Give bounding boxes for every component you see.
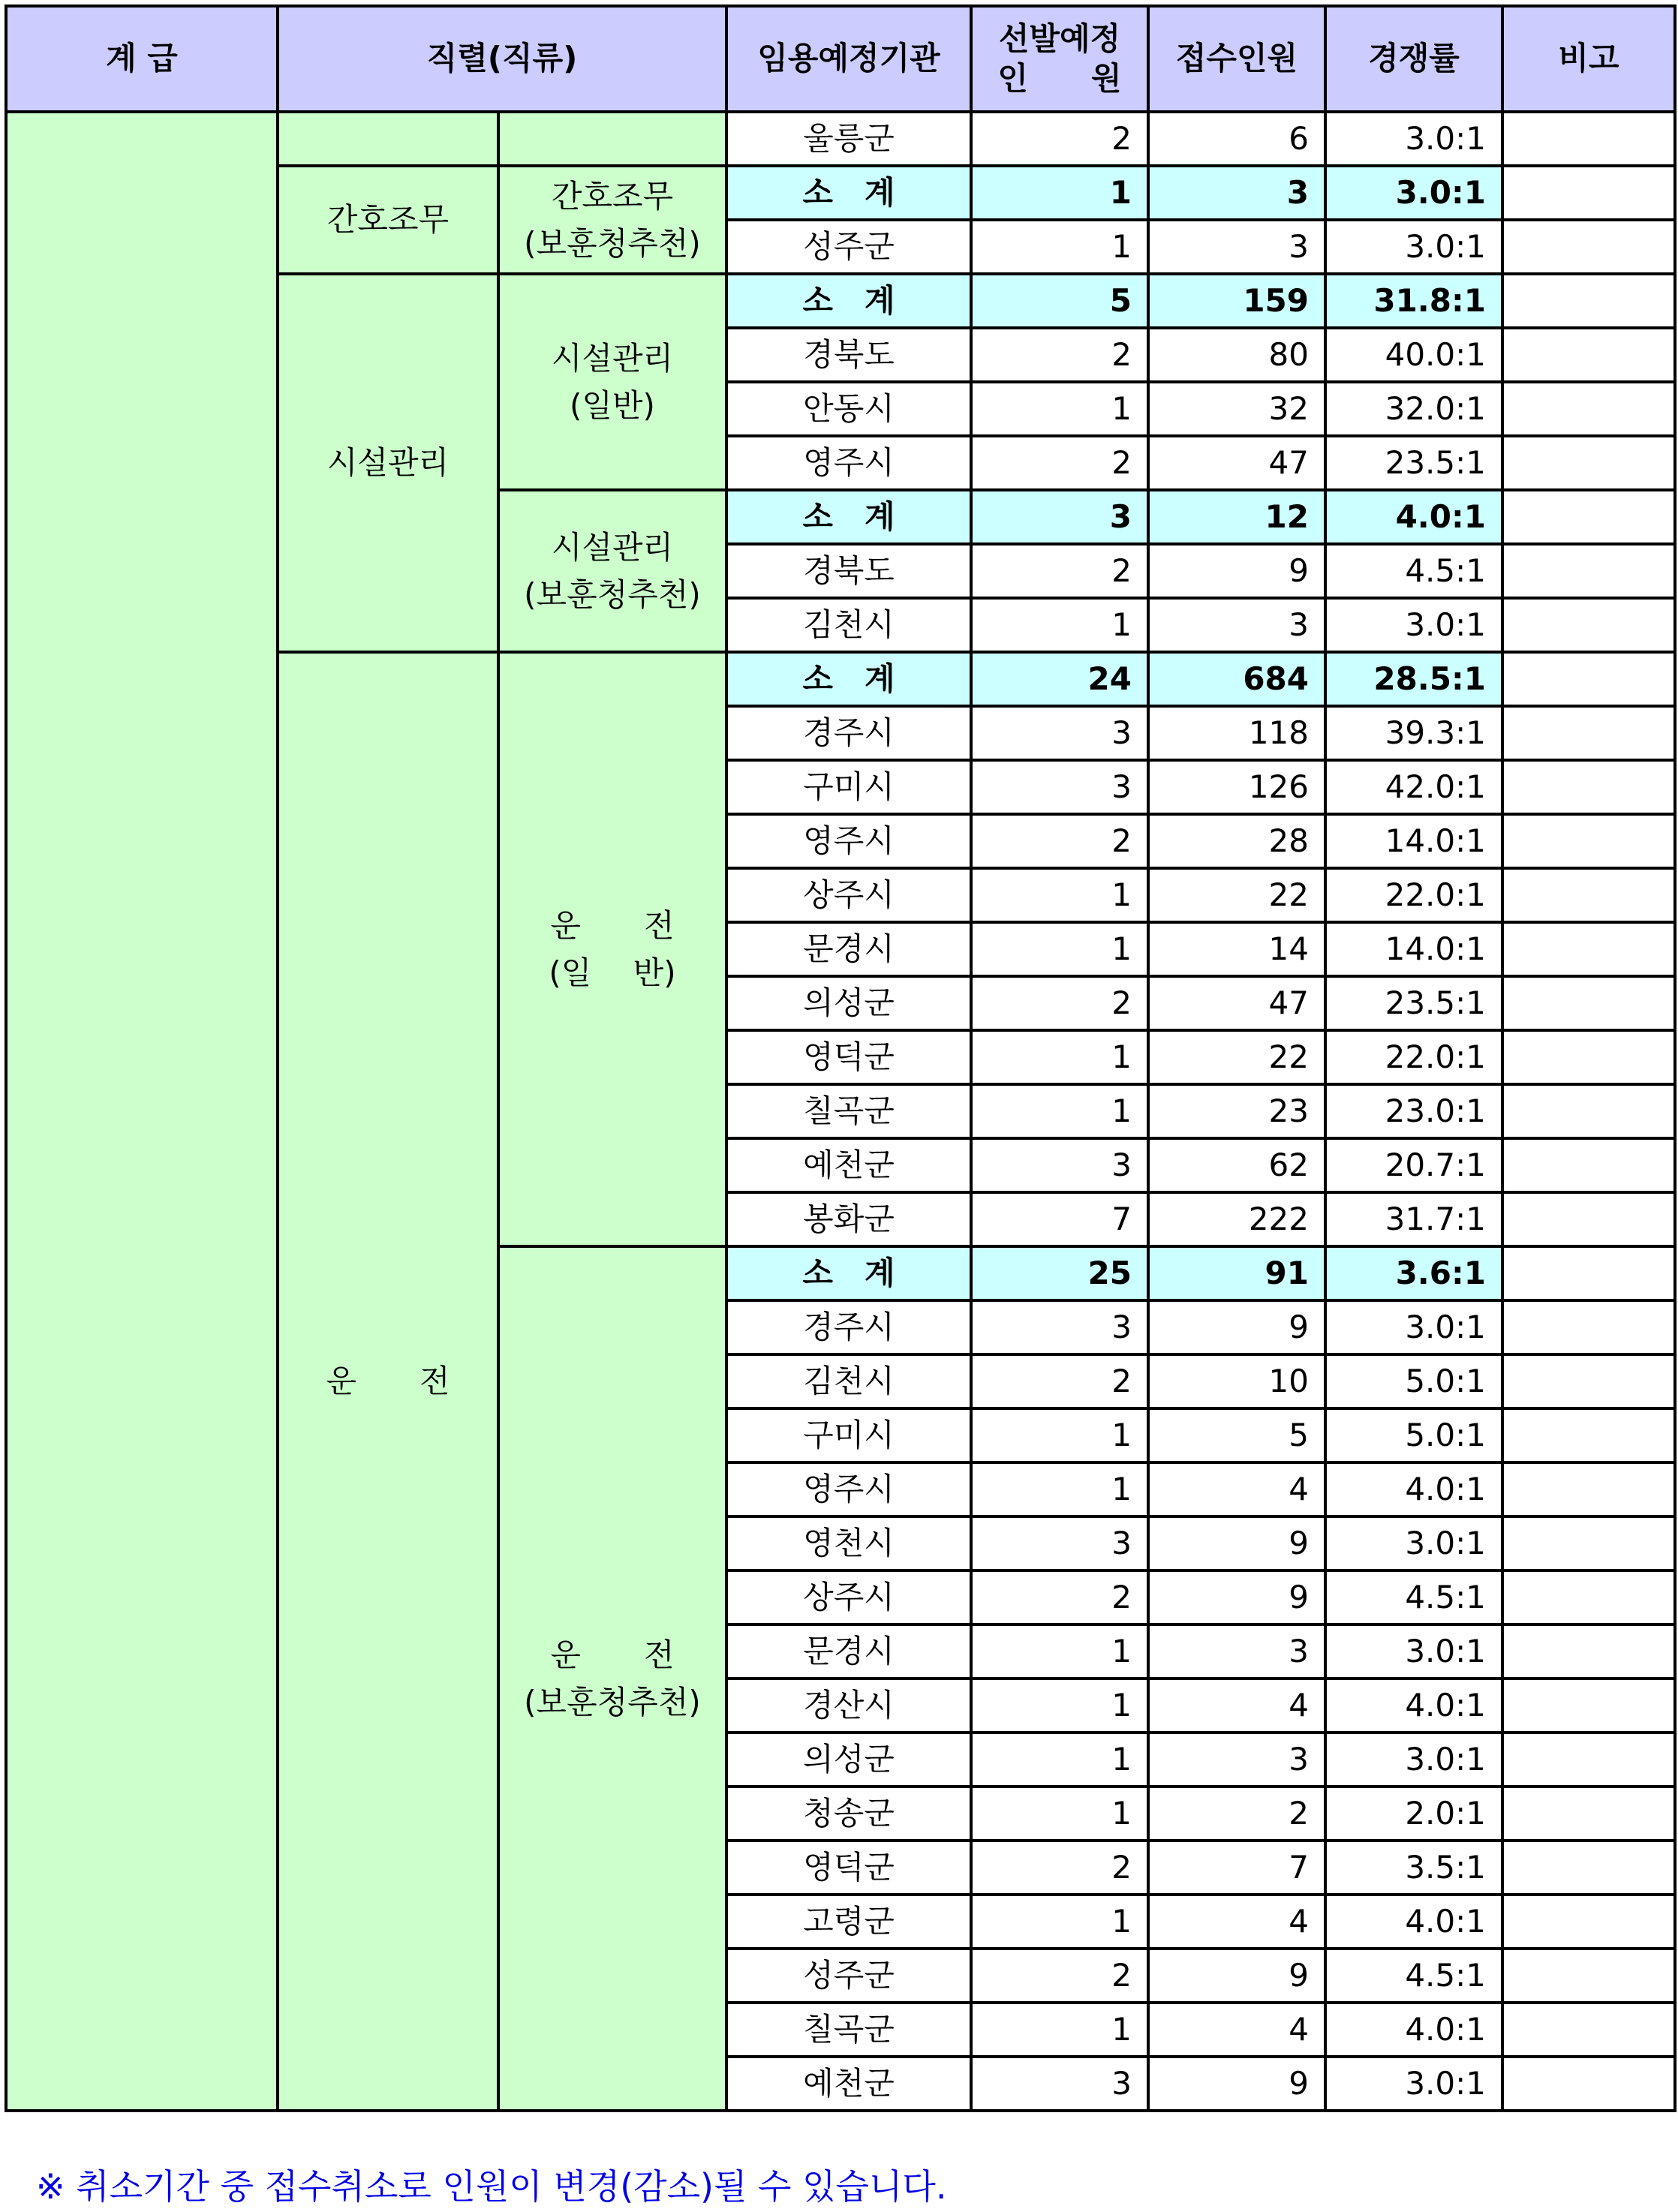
remark-cell <box>1502 706 1675 760</box>
selection-cell: 1 <box>971 1733 1148 1787</box>
remark-cell <box>1502 598 1675 652</box>
selection-cell: 3 <box>971 1138 1148 1192</box>
subseries-driving-veteran <box>498 1246 726 2111</box>
applicants-cell: 9 <box>1148 1570 1325 1624</box>
subseries-line1: 시설관리 <box>551 340 674 377</box>
org-cell: 영덕군 <box>726 1841 971 1895</box>
selection-cell: 2 <box>971 436 1148 490</box>
selection-cell: 1 <box>971 1030 1148 1084</box>
selection-cell: 3 <box>971 490 1148 544</box>
recruitment-table-wrapper <box>5 5 1676 2112</box>
org-cell: 영덕군 <box>726 1030 971 1084</box>
ratio-cell: 3.5:1 <box>1325 1841 1502 1895</box>
selection-cell: 7 <box>971 1192 1148 1246</box>
org-cell: 칠곡군 <box>726 1084 971 1138</box>
selection-cell: 5 <box>971 274 1148 328</box>
subseries-facility-general <box>498 274 726 490</box>
ratio-cell: 3.0:1 <box>1325 1733 1502 1787</box>
remark-cell <box>1502 1516 1675 1570</box>
remark-cell <box>1502 1787 1675 1841</box>
ratio-cell: 14.0:1 <box>1325 814 1502 868</box>
applicants-cell: 32 <box>1148 382 1325 436</box>
applicants-cell: 118 <box>1148 706 1325 760</box>
remark-cell <box>1502 1624 1675 1679</box>
remark-cell <box>1502 760 1675 814</box>
remark-cell <box>1502 2057 1675 2111</box>
remark-cell <box>1502 382 1675 436</box>
org-cell: 예천군 <box>726 2057 971 2111</box>
selection-cell: 1 <box>971 382 1148 436</box>
selection-cell: 1 <box>971 1408 1148 1462</box>
ratio-cell: 20.7:1 <box>1325 1138 1502 1192</box>
remark-cell <box>1502 490 1675 544</box>
grade-cell <box>6 112 278 2111</box>
org-cell: 경주시 <box>726 1300 971 1354</box>
remark-cell <box>1502 112 1675 166</box>
org-cell: 의성군 <box>726 1733 971 1787</box>
org-cell: 소 계 <box>726 652 971 706</box>
org-cell: 김천시 <box>726 598 971 652</box>
applicants-cell: 91 <box>1148 1246 1325 1300</box>
header-selection-line2: 인 원 <box>997 59 1122 97</box>
applicants-cell: 47 <box>1148 436 1325 490</box>
remark-cell <box>1502 1030 1675 1084</box>
applicants-cell: 159 <box>1148 274 1325 328</box>
applicants-cell: 684 <box>1148 652 1325 706</box>
selection-cell: 1 <box>971 598 1148 652</box>
remark-cell <box>1502 652 1675 706</box>
org-cell: 구미시 <box>726 760 971 814</box>
remark-cell <box>1502 274 1675 328</box>
selection-cell: 2 <box>971 1949 1148 2003</box>
org-cell: 안동시 <box>726 382 971 436</box>
org-cell: 문경시 <box>726 1624 971 1679</box>
ratio-cell: 3.0:1 <box>1325 220 1502 274</box>
series-facility: 시설관리 <box>278 274 498 652</box>
header-ratio: 경쟁률 <box>1325 6 1502 112</box>
ratio-cell: 3.0:1 <box>1325 1300 1502 1354</box>
org-cell: 의성군 <box>726 976 971 1030</box>
selection-cell: 1 <box>971 1624 1148 1679</box>
ratio-cell: 4.0:1 <box>1325 1462 1502 1516</box>
selection-cell: 2 <box>971 1570 1148 1624</box>
applicants-cell: 3 <box>1148 166 1325 220</box>
subseries-line1: 운 전 <box>550 907 675 944</box>
applicants-cell: 22 <box>1148 868 1325 922</box>
ratio-cell: 4.0:1 <box>1325 490 1502 544</box>
remark-cell <box>1502 922 1675 976</box>
applicants-cell: 9 <box>1148 1516 1325 1570</box>
remark-cell <box>1502 2003 1675 2057</box>
selection-cell: 2 <box>971 1841 1148 1895</box>
ratio-cell: 4.5:1 <box>1325 1570 1502 1624</box>
ratio-cell: 2.0:1 <box>1325 1787 1502 1841</box>
applicants-cell: 2 <box>1148 1787 1325 1841</box>
subseries-nursing-veteran <box>498 166 726 274</box>
selection-cell: 1 <box>971 1787 1148 1841</box>
remark-cell <box>1502 328 1675 382</box>
applicants-cell: 9 <box>1148 1300 1325 1354</box>
remark-cell <box>1502 1138 1675 1192</box>
applicants-cell: 6 <box>1148 112 1325 166</box>
header-selection-line1: 선발예정 <box>998 20 1121 57</box>
applicants-cell: 9 <box>1148 544 1325 598</box>
ratio-cell: 3.0:1 <box>1325 1516 1502 1570</box>
selection-cell: 2 <box>971 976 1148 1030</box>
org-cell: 청송군 <box>726 1787 971 1841</box>
header-org: 임용예정기관 <box>726 6 971 112</box>
applicants-cell: 14 <box>1148 922 1325 976</box>
remark-cell <box>1502 976 1675 1030</box>
ratio-cell: 3.0:1 <box>1325 2057 1502 2111</box>
selection-cell: 2 <box>971 328 1148 382</box>
table-row <box>6 112 1675 166</box>
org-cell: 고령군 <box>726 1895 971 1949</box>
selection-cell: 1 <box>971 922 1148 976</box>
remark-cell <box>1502 1354 1675 1408</box>
ratio-cell: 5.0:1 <box>1325 1354 1502 1408</box>
series-cell-empty <box>278 112 498 166</box>
ratio-cell: 23.0:1 <box>1325 1084 1502 1138</box>
selection-cell: 3 <box>971 706 1148 760</box>
applicants-cell: 7 <box>1148 1841 1325 1895</box>
ratio-cell: 42.0:1 <box>1325 760 1502 814</box>
header-selection <box>971 6 1148 112</box>
remark-cell <box>1502 868 1675 922</box>
org-cell: 예천군 <box>726 1138 971 1192</box>
remark-cell <box>1502 1679 1675 1733</box>
subseries-driving-general <box>498 652 726 1246</box>
footnote: ※ 취소기간 중 접수취소로 인원이 변경(감소)될 수 있습니다. <box>36 2166 947 2207</box>
ratio-cell: 3.0:1 <box>1325 112 1502 166</box>
ratio-cell: 23.5:1 <box>1325 436 1502 490</box>
selection-cell: 2 <box>971 544 1148 598</box>
ratio-cell: 3.0:1 <box>1325 1624 1502 1679</box>
applicants-cell: 23 <box>1148 1084 1325 1138</box>
applicants-cell: 3 <box>1148 220 1325 274</box>
subseries-line2: (보훈청추천) <box>524 1684 701 1721</box>
subseries-line2: (일 반) <box>549 954 676 991</box>
remark-cell <box>1502 814 1675 868</box>
remark-cell <box>1502 1841 1675 1895</box>
ratio-cell: 22.0:1 <box>1325 1030 1502 1084</box>
org-cell: 봉화군 <box>726 1192 971 1246</box>
selection-cell: 2 <box>971 1354 1148 1408</box>
remark-cell <box>1502 436 1675 490</box>
org-cell: 경북도 <box>726 544 971 598</box>
org-cell: 영주시 <box>726 436 971 490</box>
remark-cell <box>1502 1895 1675 1949</box>
applicants-cell: 62 <box>1148 1138 1325 1192</box>
header-series: 직렬(직류) <box>278 6 726 112</box>
applicants-cell: 3 <box>1148 598 1325 652</box>
selection-cell: 1 <box>971 166 1148 220</box>
ratio-cell: 14.0:1 <box>1325 922 1502 976</box>
org-cell: 영주시 <box>726 814 971 868</box>
subseries-line1: 간호조무 <box>551 178 674 215</box>
selection-cell: 1 <box>971 1895 1148 1949</box>
remark-cell <box>1502 1949 1675 2003</box>
remark-cell <box>1502 1246 1675 1300</box>
selection-cell: 3 <box>971 2057 1148 2111</box>
org-cell: 경주시 <box>726 706 971 760</box>
selection-cell: 24 <box>971 652 1148 706</box>
org-cell: 칠곡군 <box>726 2003 971 2057</box>
ratio-cell: 4.5:1 <box>1325 544 1502 598</box>
applicants-cell: 4 <box>1148 1679 1325 1733</box>
selection-cell: 1 <box>971 868 1148 922</box>
remark-cell <box>1502 544 1675 598</box>
subseries-facility-veteran <box>498 490 726 652</box>
org-cell: 김천시 <box>726 1354 971 1408</box>
subseries-line2: (보훈청추천) <box>524 225 701 262</box>
org-cell: 구미시 <box>726 1408 971 1462</box>
org-cell: 소 계 <box>726 166 971 220</box>
remark-cell <box>1502 1462 1675 1516</box>
org-cell: 영천시 <box>726 1516 971 1570</box>
applicants-cell: 9 <box>1148 1949 1325 2003</box>
applicants-cell: 126 <box>1148 760 1325 814</box>
applicants-cell: 28 <box>1148 814 1325 868</box>
applicants-cell: 47 <box>1148 976 1325 1030</box>
ratio-cell: 4.0:1 <box>1325 1679 1502 1733</box>
selection-cell: 2 <box>971 112 1148 166</box>
subseries-line2: (일반) <box>570 387 655 424</box>
subseries-line2: (보훈청추천) <box>524 576 701 613</box>
applicants-cell: 222 <box>1148 1192 1325 1246</box>
header-row <box>6 6 1675 112</box>
remark-cell <box>1502 1192 1675 1246</box>
ratio-cell: 3.6:1 <box>1325 1246 1502 1300</box>
selection-cell: 3 <box>971 1516 1148 1570</box>
org-cell: 경북도 <box>726 328 971 382</box>
applicants-cell: 4 <box>1148 1462 1325 1516</box>
ratio-cell: 4.0:1 <box>1325 1895 1502 1949</box>
ratio-cell: 3.0:1 <box>1325 598 1502 652</box>
org-cell: 상주시 <box>726 868 971 922</box>
series-driving: 운 전 <box>278 652 498 2111</box>
applicants-cell: 4 <box>1148 2003 1325 2057</box>
subseries-line1: 운 전 <box>550 1636 675 1673</box>
applicants-cell: 4 <box>1148 1895 1325 1949</box>
remark-cell <box>1502 1300 1675 1354</box>
ratio-cell: 39.3:1 <box>1325 706 1502 760</box>
org-cell: 울릉군 <box>726 112 971 166</box>
selection-cell: 1 <box>971 1679 1148 1733</box>
applicants-cell: 80 <box>1148 328 1325 382</box>
ratio-cell: 31.7:1 <box>1325 1192 1502 1246</box>
recruitment-table <box>5 5 1676 2112</box>
selection-cell: 25 <box>971 1246 1148 1300</box>
remark-cell <box>1502 1084 1675 1138</box>
series-nursing: 간호조무 <box>278 166 498 274</box>
ratio-cell: 5.0:1 <box>1325 1408 1502 1462</box>
ratio-cell: 3.0:1 <box>1325 166 1502 220</box>
org-cell: 상주시 <box>726 1570 971 1624</box>
selection-cell: 2 <box>971 814 1148 868</box>
ratio-cell: 32.0:1 <box>1325 382 1502 436</box>
org-cell: 영주시 <box>726 1462 971 1516</box>
header-applicants: 접수인원 <box>1148 6 1325 112</box>
header-remark: 비고 <box>1502 6 1675 112</box>
ratio-cell: 31.8:1 <box>1325 274 1502 328</box>
remark-cell <box>1502 1733 1675 1787</box>
selection-cell: 1 <box>971 1084 1148 1138</box>
header-grade: 계 급 <box>6 6 278 112</box>
org-cell: 소 계 <box>726 1246 971 1300</box>
ratio-cell: 28.5:1 <box>1325 652 1502 706</box>
selection-cell: 1 <box>971 1462 1148 1516</box>
selection-cell: 1 <box>971 2003 1148 2057</box>
org-cell: 소 계 <box>726 274 971 328</box>
ratio-cell: 22.0:1 <box>1325 868 1502 922</box>
applicants-cell: 5 <box>1148 1408 1325 1462</box>
remark-cell <box>1502 166 1675 220</box>
ratio-cell: 23.5:1 <box>1325 976 1502 1030</box>
ratio-cell: 4.0:1 <box>1325 2003 1502 2057</box>
remark-cell <box>1502 220 1675 274</box>
applicants-cell: 3 <box>1148 1624 1325 1679</box>
selection-cell: 3 <box>971 1300 1148 1354</box>
applicants-cell: 9 <box>1148 2057 1325 2111</box>
applicants-cell: 12 <box>1148 490 1325 544</box>
org-cell: 경산시 <box>726 1679 971 1733</box>
selection-cell: 3 <box>971 760 1148 814</box>
selection-cell: 1 <box>971 220 1148 274</box>
org-cell: 소 계 <box>726 490 971 544</box>
applicants-cell: 3 <box>1148 1733 1325 1787</box>
remark-cell <box>1502 1408 1675 1462</box>
org-cell: 성주군 <box>726 1949 971 2003</box>
applicants-cell: 22 <box>1148 1030 1325 1084</box>
subseries-line1: 시설관리 <box>551 529 674 566</box>
remark-cell <box>1502 1570 1675 1624</box>
ratio-cell: 4.5:1 <box>1325 1949 1502 2003</box>
applicants-cell: 10 <box>1148 1354 1325 1408</box>
org-cell: 성주군 <box>726 220 971 274</box>
subseries-cell-empty <box>498 112 726 166</box>
ratio-cell: 40.0:1 <box>1325 328 1502 382</box>
org-cell: 문경시 <box>726 922 971 976</box>
